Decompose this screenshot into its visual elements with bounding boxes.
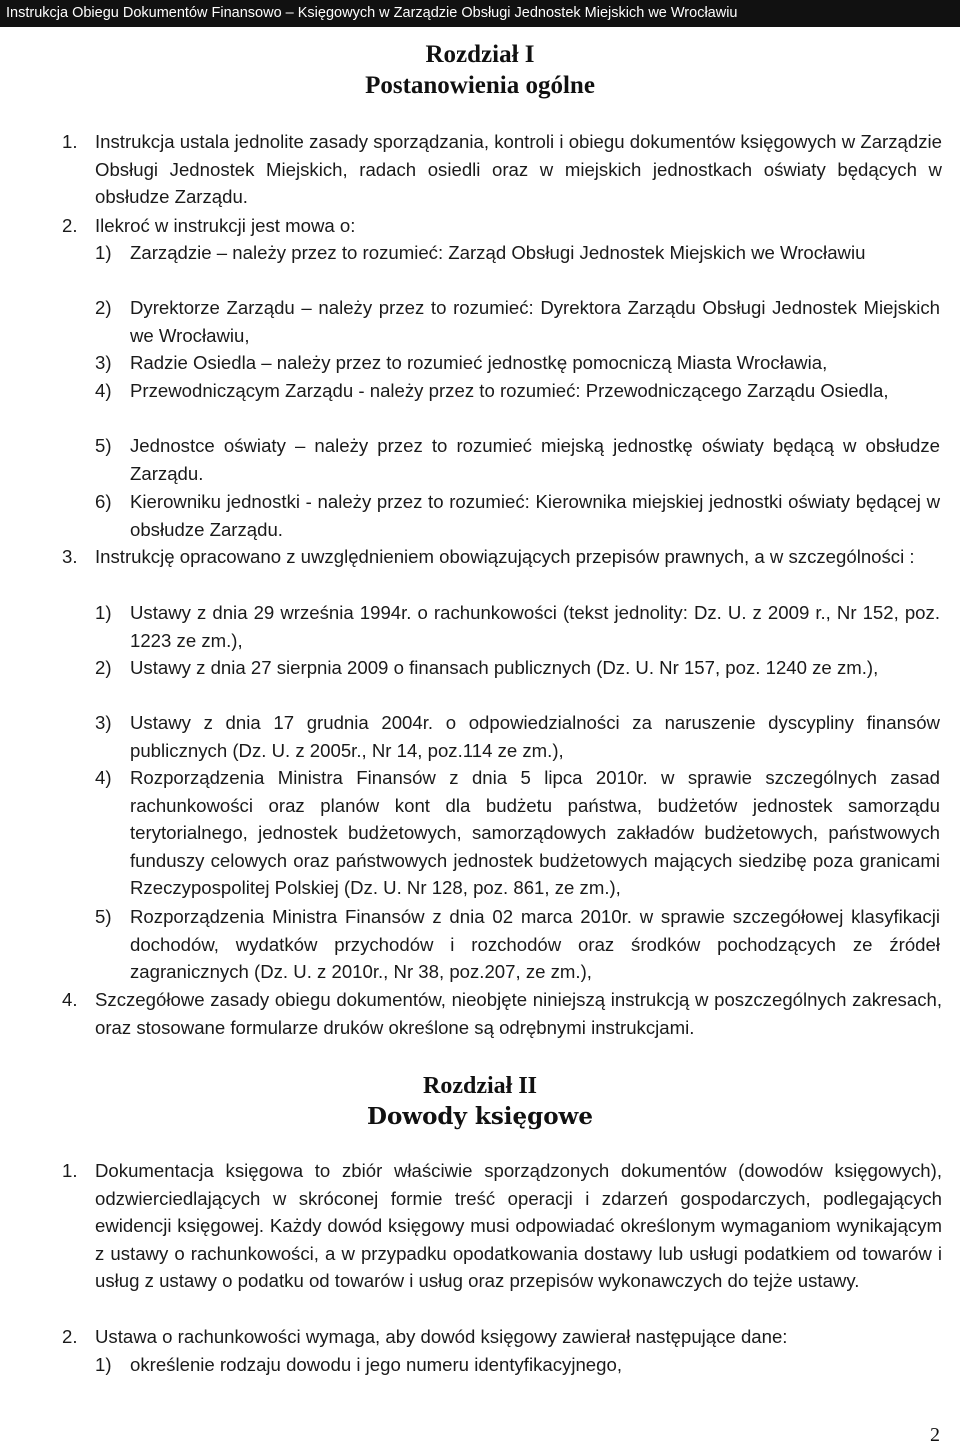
page-number: 2 (930, 1424, 940, 1446)
running-header: Instrukcja Obiegu Dokumentów Finansowo – Księgowych w Zarządzie Obsługi Jednostek Miejskich we Wrocławiu (0, 0, 960, 27)
item-text: Instrukcja ustala jednolite zasady sporządzania, kontroli i obiegu dokumentów księgowych w Zarządzie Obsługi Jednostek Miejskich, radach osiedli oraz w miejskich jednostkach oświaty będących w obsłudze Zarządu. (95, 131, 942, 208)
item-text: Szczegółowe zasady obiegu dokumentów, nieobjęte niniejszą instrukcją w poszczególnych zakresach, oraz stosowane formularze druków określone są odrębnymi instrukcjami. (95, 989, 942, 1038)
sub-text: Jednostce oświaty – należy przez to rozumieć miejską jednostkę oświaty będącą w obsłudze Zarządu. (130, 435, 940, 484)
sub-number: 3) (95, 352, 112, 373)
chapter-1-title: Rozdział I (425, 41, 535, 68)
item-text: Instrukcję opracowano z uwzględnieniem obowiązujących przepisów prawnych, a w szczególności : (95, 546, 915, 567)
item-number: 1. (62, 131, 78, 152)
sub-text: Rozporządzenia Ministra Finansów z dnia 5 lipca 2010r. w sprawie szczególnych zasad rachunkowości oraz planów kont dla budżetu państwa, budżetów jednostek samorządu terytorialnego, jednostek budżetowych, samorządowych zakładów budżetowych, państwowych funduszy celowych oraz państwowych jednostek budżetowych mających siedzibę poza granicami Rzeczypospolitej Polskiej (Dz. U. Nr 128, poz. 861, ze zm.), (130, 767, 940, 899)
sub-number: 1) (95, 1354, 112, 1375)
item-number: 2. (62, 215, 78, 236)
sub-number: 4) (95, 380, 112, 401)
sub-text: Ustawy z dnia 27 sierpnia 2009 o finansach publicznych (Dz. U. Nr 157, poz. 1240 ze zm.), (130, 657, 879, 678)
sub-number: 4) (95, 767, 112, 788)
sub-text: określenie rodzaju dowodu i jego numeru identyfikacyjnego, (130, 1354, 622, 1375)
chapter-2-title: Rozdział II (423, 1073, 537, 1099)
sub-text: Radzie Osiedla – należy przez to rozumieć jednostkę pomocniczą Miasta Wrocławia, (130, 352, 828, 373)
sub-number: 3) (95, 712, 112, 733)
sub-text: Przewodniczącym Zarządu - należy przez to rozumieć: Przewodniczącego Zarządu Osiedla, (130, 380, 889, 401)
sub-number: 5) (95, 906, 112, 927)
sub-text: Dyrektorze Zarządu – należy przez to rozumieć: Dyrektora Zarządu Obsługi Jednostek Miejskich we Wrocławiu, (130, 297, 940, 346)
sub-text: Ustawy z dnia 17 grudnia 2004r. o odpowiedzialności za naruszenie dyscypliny finansów publicznych (Dz. U. z 2005r., Nr 14, poz.114 ze zm.), (130, 712, 940, 761)
item-number: 4. (62, 989, 78, 1010)
sub-text: Zarządzie – należy przez to rozumieć: Zarząd Obsługi Jednostek Miejskich we Wrocławiu (130, 242, 866, 263)
sub-text: Rozporządzenia Ministra Finansów z dnia 02 marca 2010r. w sprawie szczegółowej klasyfikacji dochodów, wydatków przychodów i rozchodów oraz środków pochodzących ze źródeł zagranicznych (Dz. U. z 2010r., Nr 38, poz.207, ze zm.), (130, 906, 940, 983)
item-text: Ilekroć w instrukcji jest mowa o: (95, 215, 356, 236)
sub-text: Ustawy z dnia 29 września 1994r. o rachunkowości (tekst jednolity: Dz. U. z 2009 r., Nr 152, poz. 1223 ze zm.), (130, 602, 940, 651)
sub-number: 2) (95, 657, 112, 678)
item-text: Ustawa o rachunkowości wymaga, aby dowód księgowy zawierał następujące dane: (95, 1326, 788, 1347)
sub-text: Kierowniku jednostki - należy przez to rozumieć: Kierownika miejskiej jednostki oświaty będącej w obsłudze Zarządu. (130, 491, 940, 540)
item-text: Dokumentacja księgowa to zbiór właściwie sporządzonych dokumentów (dowodów księgowych), odzwierciedlających w skróconej formie treść operacji i zdarzeń gospodarczych, podlegających ewidencji księgowej. Każdy dowód księgowy musi odpowiadać określonym wymaganiom wynikającym z ustawy o rachunkowości, a w przypadku opodatkowania dostawy lub usługi podatkiem od towarów i usług z ustawy o podatku od towarów i usług oraz przepisów wykonawczych do tejże ustawy. (95, 1160, 942, 1292)
sub-number: 2) (95, 297, 112, 318)
sub-number: 1) (95, 602, 112, 623)
chapter-2-subtitle: Dowody księgowe (367, 1103, 593, 1130)
item-number: 2. (62, 1326, 78, 1347)
item-number: 1. (62, 1160, 78, 1181)
sub-number: 5) (95, 435, 112, 456)
sub-number: 6) (95, 491, 112, 512)
item-number: 3. (62, 546, 78, 567)
sub-number: 1) (95, 242, 112, 263)
chapter-1-subtitle: Postanowienia ogólne (365, 72, 595, 99)
